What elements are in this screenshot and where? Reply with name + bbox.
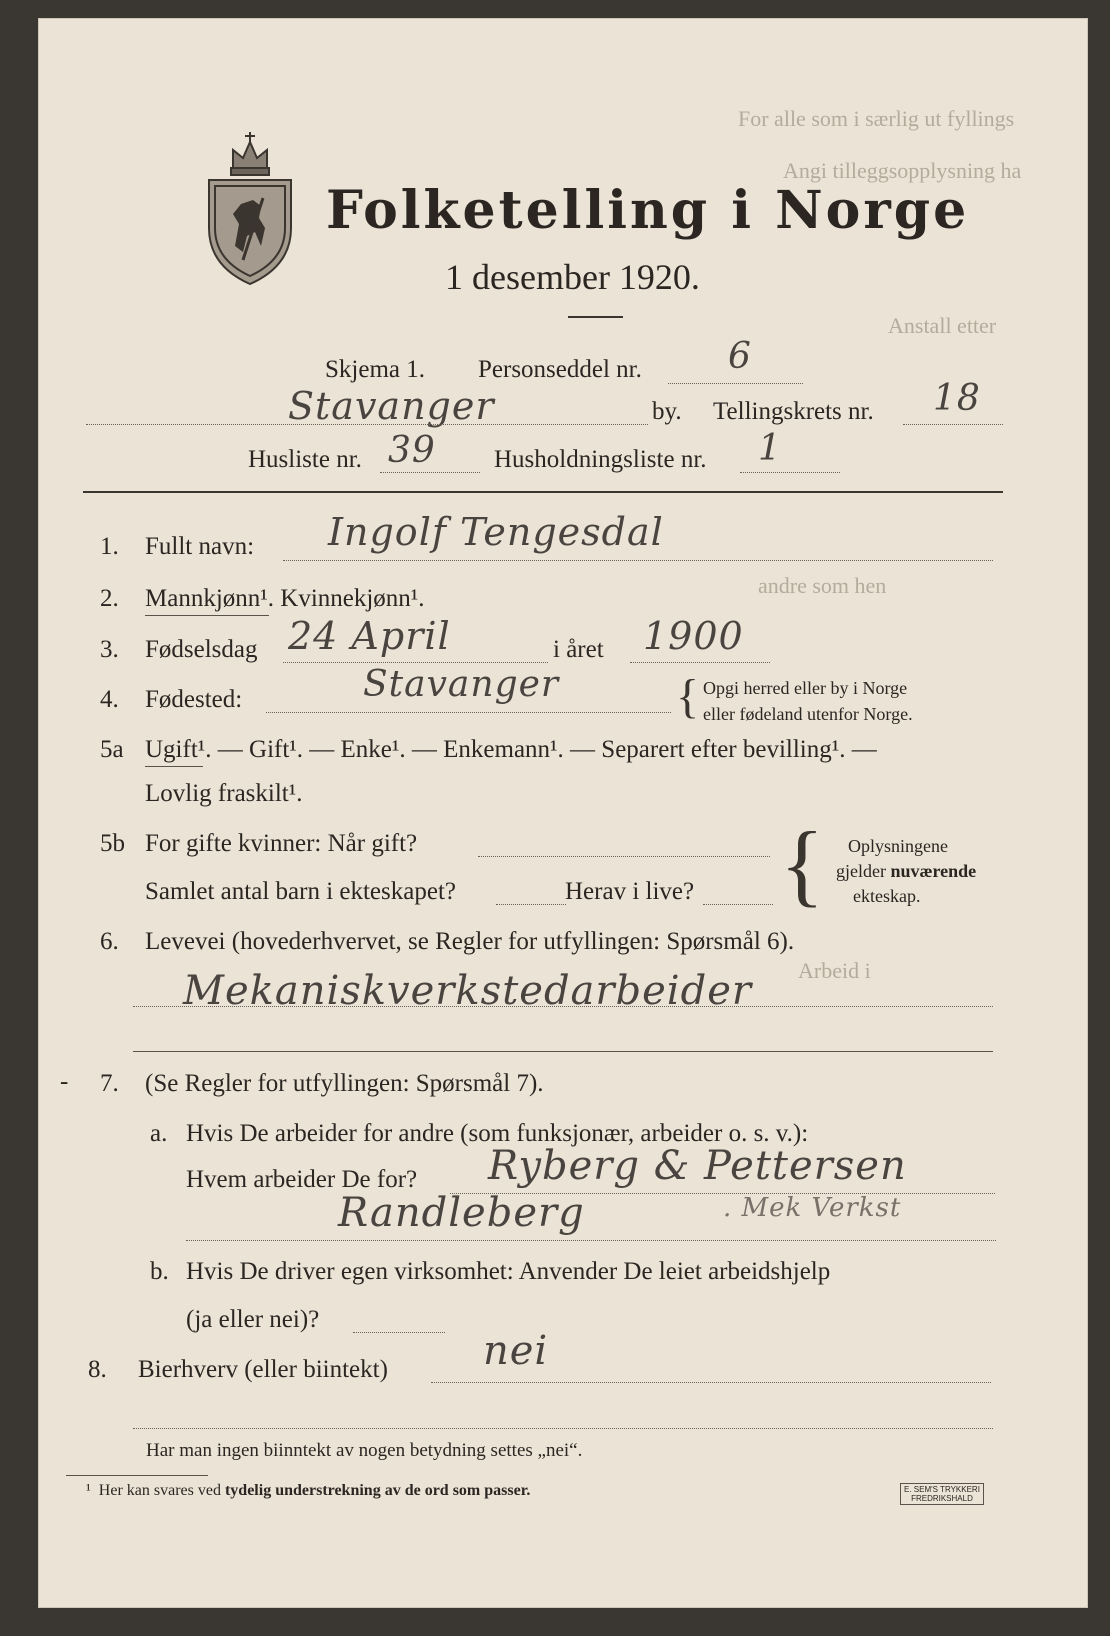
q5b-note-line3: ekteskap. — [853, 886, 921, 906]
children-dotline[interactable] — [496, 904, 566, 905]
side-income-value[interactable]: nei — [483, 1328, 549, 1374]
birthplace-value[interactable]: Stavanger — [363, 664, 560, 705]
form-title: Folketelling i Norge — [326, 180, 970, 241]
husliste-value[interactable]: 39 — [388, 430, 436, 471]
q4-number: 4. — [100, 686, 119, 713]
q8-number: 8. — [88, 1356, 107, 1383]
husholdningsliste-value[interactable]: 1 — [758, 428, 782, 469]
printer-stamp: E. SEM'S TRYKKERI FREDRIKSHALD — [900, 1483, 984, 1505]
husholdningsliste-label: Husholdningsliste nr. — [494, 446, 707, 473]
husholdningsliste-dotline — [740, 472, 840, 473]
title-divider — [568, 316, 623, 318]
birthdate-value[interactable]: 24 April — [288, 614, 451, 658]
q3-label: Fødselsdag — [145, 636, 258, 663]
by-label: by. — [652, 398, 682, 425]
q5b-note-line1: Oplysningene — [848, 836, 948, 856]
q6-rule — [133, 1051, 993, 1052]
gender-underline — [145, 615, 269, 616]
full-name-value[interactable]: Ingolf Tengesdal — [328, 510, 664, 554]
birthyear-value[interactable]: 1900 — [643, 614, 744, 658]
tellingskrets-label: Tellingskrets nr. — [713, 398, 874, 425]
showthrough-text: Angi tilleggsopplysning ha — [783, 158, 1022, 183]
q1-dotline — [283, 560, 993, 561]
q6-dotline — [133, 1006, 993, 1007]
city-value[interactable]: Stavanger — [288, 384, 495, 428]
tellingskrets-dotline — [903, 424, 1003, 425]
q7a-question: Hvis De arbeider for andre (som funksjonær, arbeider o. s. v.): — [186, 1120, 809, 1147]
q7b-dotline[interactable] — [353, 1332, 445, 1333]
q7b-question: Hvis De driver egen virksomhet: Anvender De leiet arbeidshjelp — [186, 1258, 831, 1285]
q4-label: Fødested: — [145, 686, 243, 713]
census-date: 1 desember 1920. — [445, 257, 700, 297]
q2-number: 2. — [100, 585, 119, 612]
q7b-question-yesno: (ja eller nei)? — [186, 1306, 320, 1333]
tellingskrets-value[interactable]: 18 — [933, 378, 981, 419]
q8-label: Bierhverv (eller biintekt) — [138, 1356, 388, 1383]
occupation-value[interactable]: Mekaniskverkstedarbeider — [183, 968, 752, 1014]
q3-dotline — [283, 662, 548, 663]
marital-status-options-line2[interactable]: Lovlig fraskilt¹. — [145, 780, 303, 807]
q8-dotline-2 — [133, 1428, 993, 1429]
personseddel-value[interactable]: 6 — [728, 336, 752, 377]
q7a-letter: a. — [150, 1120, 168, 1147]
showthrough-text: Arbeid i — [798, 958, 871, 983]
q1-number: 1. — [100, 533, 119, 560]
marital-status-options[interactable]: Ugift¹. — Gift¹. — Enke¹. — Enkemann¹. — Separert efter bevilling¹. — — [145, 736, 877, 763]
q4-brace: { — [676, 670, 700, 723]
showthrough-text: andre som hen — [758, 573, 887, 598]
norway-coat-of-arms-icon — [203, 128, 298, 288]
q4-note-line2: eller fødeland utenfor Norge. — [703, 704, 913, 724]
q7-label: (Se Regler for utfyllingen: Spørsmål 7). — [145, 1070, 544, 1097]
showthrough-text: For alle som i særlig ut fyllings — [738, 106, 1015, 131]
when-married-dotline[interactable] — [478, 856, 770, 857]
q4-note-line1: Opgi herred eller by i Norge — [703, 678, 908, 698]
marital-underline — [145, 766, 203, 767]
q4-dotline — [266, 712, 671, 713]
skjema-label: Skjema 1. — [325, 356, 425, 383]
q6-number: 6. — [100, 928, 119, 955]
q5b-brace: { — [780, 813, 825, 915]
employer-value-line1[interactable]: Ryberg & Pettersen — [488, 1143, 907, 1189]
q8-note: Har man ingen biinntekt av nogen betydning settes „nei“. — [146, 1440, 583, 1461]
q7b-letter: b. — [150, 1258, 169, 1285]
census-form-page — [38, 18, 1088, 1608]
q5a-number: 5a — [100, 736, 124, 763]
q5b-label-children: Samlet antal barn i ekteskapet? — [145, 878, 456, 905]
year-dotline — [630, 662, 770, 663]
personseddel-label: Personseddel nr. — [478, 356, 642, 383]
footnote-rule — [66, 1475, 208, 1476]
gender-options[interactable]: Mannkjønn¹. Kvinnekjønn¹. — [145, 585, 425, 612]
q7-margin-mark: - — [60, 1068, 69, 1095]
city-dotline — [86, 424, 648, 425]
q3-number: 3. — [100, 636, 119, 663]
q5b-label-when-married: For gifte kvinner: Når gift? — [145, 830, 418, 857]
year-label: i året — [553, 636, 604, 663]
q5b-label-alive: Herav i live? — [565, 878, 695, 905]
employer-value-line2[interactable]: Randleberg — [338, 1190, 585, 1236]
husliste-label: Husliste nr. — [248, 446, 362, 473]
q5b-note-line2: gjelder nuværende — [836, 861, 977, 881]
personseddel-dotline — [668, 383, 803, 384]
showthrough-text: Anstall etter — [888, 313, 997, 338]
footnote: ¹ Her kan svares ved tydelig understrekning av de ord som passer. — [86, 1482, 531, 1499]
alive-dotline[interactable] — [703, 904, 773, 905]
husliste-dotline — [380, 472, 480, 473]
q7a-question-employer: Hvem arbeider De for? — [186, 1166, 418, 1193]
employer-dotline-2 — [186, 1240, 996, 1241]
q6-label: Levevei (hovederhvervet, se Regler for utfyllingen: Spørsmål 6). — [145, 928, 795, 955]
header-rule — [83, 491, 1003, 493]
q7-number: 7. — [100, 1070, 119, 1097]
employer-note[interactable]: . Mek Verkst — [723, 1193, 902, 1223]
q8-dotline — [431, 1382, 991, 1383]
q1-label: Fullt navn: — [145, 533, 255, 560]
q5b-number: 5b — [100, 830, 125, 857]
